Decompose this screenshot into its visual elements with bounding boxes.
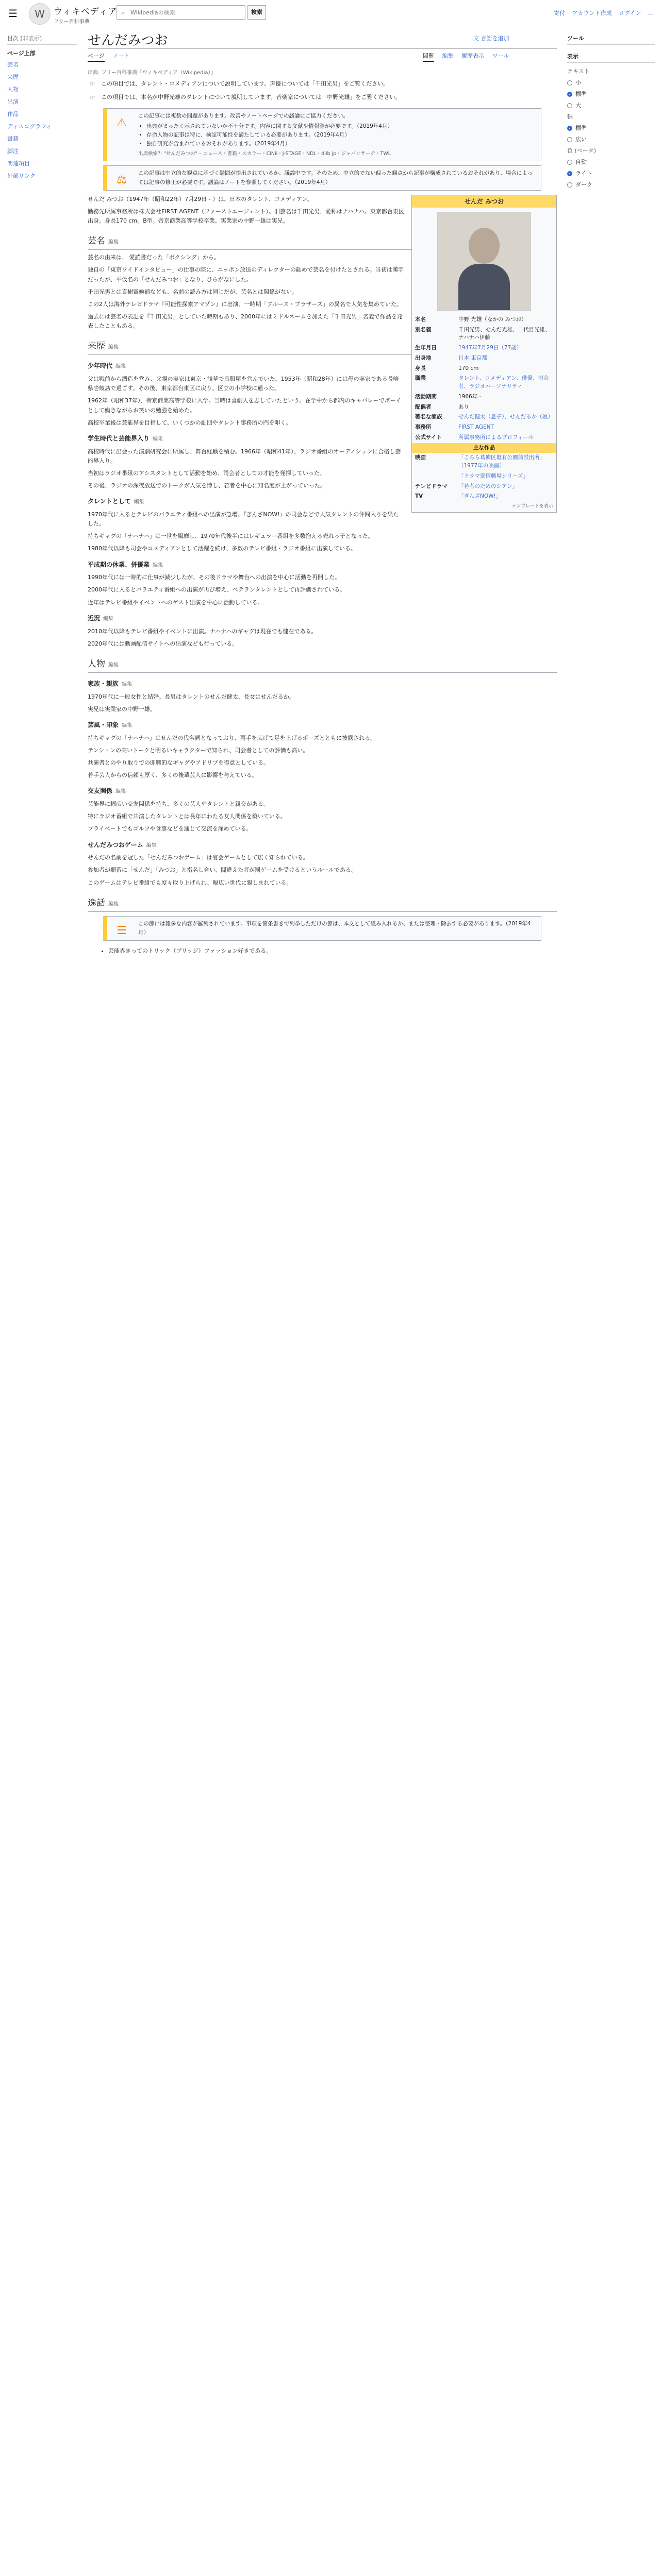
infobox-key: 活動期間 xyxy=(415,393,437,400)
section-paragraph: 芸能界に幅広い交友関係を持ち、多くの芸人やタレントと親交がある。 xyxy=(88,801,269,808)
section-paragraph: 芸名の由来は、 愛読書だった「ボクシング」から。 xyxy=(88,254,220,261)
infobox-row xyxy=(412,353,556,364)
portrait-photo[interactable] xyxy=(437,212,531,311)
issues-list xyxy=(138,122,536,149)
toc-sidebar xyxy=(7,34,77,184)
subsection-heading xyxy=(88,720,557,731)
edit-section-link[interactable]: 編集 xyxy=(122,681,133,687)
subsection-heading xyxy=(88,786,557,796)
infobox-row xyxy=(412,374,556,392)
infobox-row xyxy=(412,422,556,433)
appearance-heading: 表示 xyxy=(567,52,655,63)
infobox-key: TV xyxy=(415,493,423,500)
tools-heading[interactable]: ツール xyxy=(567,34,655,45)
infobox-row xyxy=(412,343,556,353)
section-heading xyxy=(88,657,557,673)
section-paragraph: 独自の「東京ワイドインタビュー」の仕事の際に、ニッポン放送のディレクターの勧めで芸名を付けたとされる。当初は漢字だったが、平仮名の「せんだみつお」となり、ひらがなにした。 xyxy=(88,266,404,283)
anecdote-list xyxy=(88,946,557,956)
radio-label: 標準 xyxy=(575,91,587,97)
infobox-value[interactable]: 日本 東京都 xyxy=(458,354,487,361)
radio-label: ライト xyxy=(575,170,592,177)
infobox xyxy=(411,195,557,513)
color-label: 色 (ベータ) xyxy=(567,147,597,154)
infobox-key: テレビドラマ xyxy=(415,483,448,489)
neutrality-text: この記事は中立的な観点に基づく疑問が提出されているか、議論中です。そのため、中立的でない偏った観点から記事が構成されているおそれがあり、場合によっては記事の修正が必要です。議論はノートを参照してください。（2019年4月） xyxy=(138,170,533,185)
site-header xyxy=(0,0,662,26)
toc-top[interactable]: ページ上部 xyxy=(7,50,36,57)
issues-lead: この記事には複数の問題があります。改善やノートページでの議論にご協力ください。 xyxy=(138,113,349,120)
hamburger-icon[interactable]: ☰ xyxy=(8,7,18,20)
create-account-link[interactable]: アカウント作成 xyxy=(572,10,612,16)
infobox-value[interactable]: 「ドラマ愛情劇場シリーズ」 xyxy=(458,472,528,479)
color-auto[interactable] xyxy=(567,158,655,166)
infobox-key: 公式サイト xyxy=(415,434,442,440)
infobox-row xyxy=(412,392,556,402)
subsection-title: 芸風・印象 xyxy=(88,721,119,728)
toc-item[interactable]: 関連項目 xyxy=(7,160,30,167)
namespace-tabs xyxy=(88,52,136,60)
radio-label: 小 xyxy=(575,79,581,86)
disambiguation-icon: ☞ xyxy=(90,80,95,88)
edit-section-link[interactable]: 編集 xyxy=(103,616,114,622)
issue-item: • 独自研究が含まれているおそれがあります。（2019年4月） xyxy=(146,140,536,148)
text-size-large[interactable] xyxy=(567,101,655,109)
section-paragraph: このゲームはテレビ番組でも度々取り上げられ、幅広い世代に親しまれている。 xyxy=(88,879,292,886)
section-paragraph: 若手芸人からの信頼も厚く、多くの後輩芸人に影響を与えている。 xyxy=(88,772,258,779)
infobox-row xyxy=(412,433,556,443)
toc-item[interactable]: 人物 xyxy=(7,86,19,93)
photo-head-shape xyxy=(469,228,500,264)
search-placeholder: Wikipediaの検索 xyxy=(130,9,175,16)
section-paragraph: 参加者が順番に「せんだ」「みつお」と指名し合い、間違えた者が罰ゲームを受けるというルールである。 xyxy=(88,867,357,874)
infobox-value: あり xyxy=(458,403,469,410)
infobox-value[interactable]: 所属事務所によるプロフィール xyxy=(458,434,534,440)
infobox-row xyxy=(412,402,556,413)
search-icon: ⌕ xyxy=(121,9,125,16)
section-paragraph: 2020年代には動画配信サイトへの出演なども行っている。 xyxy=(88,640,238,647)
search-input[interactable] xyxy=(117,5,245,20)
toc-item[interactable]: 脚注 xyxy=(7,148,19,155)
toc-item[interactable]: 書籍 xyxy=(7,135,19,142)
width-standard[interactable] xyxy=(567,124,655,132)
issue-item: • 存命人物の記事は特に、検証可能性を満たしている必要があります。（2019年4月） xyxy=(146,131,536,140)
infobox-value[interactable]: 「こちら葛飾区亀有公園前派出所」（1977年の映画） xyxy=(458,454,545,469)
infobox-key: 映画 xyxy=(415,454,426,461)
radio-icon xyxy=(567,160,572,165)
hatnote-text: この項目では、タレント・コメディアンについて説明しています。声優については「千田光男」をご覧ください。 xyxy=(101,80,389,87)
infobox-value: 千田光男、せんだ光雄、二代目光雄、ナハナハ伊藤 xyxy=(458,326,551,341)
infobox-key: 身長 xyxy=(415,365,426,371)
infobox-row xyxy=(412,482,556,492)
infobox-value[interactable]: 1947年7月29日（77歳） xyxy=(458,345,522,351)
wordmark[interactable] xyxy=(54,4,118,25)
infobox-value[interactable]: 「ぎんざNOW!」 xyxy=(458,493,502,500)
edit-section-link[interactable]: 編集 xyxy=(108,662,119,668)
infobox-value[interactable]: 「若者のためのシアン」 xyxy=(458,483,518,489)
list-icon: ☰ xyxy=(117,924,127,937)
login-link[interactable]: ログイン xyxy=(619,10,641,16)
edit-section-link[interactable]: 編集 xyxy=(115,789,126,795)
edit-section-link[interactable]: 編集 xyxy=(146,842,157,849)
infobox-value: 中野 光雄（なかの みつお） xyxy=(458,316,527,323)
infobox-value[interactable]: タレント、コメディアン、俳優、司会者、ラジオパーソナリティ xyxy=(458,375,549,390)
infobox-key: 出身地 xyxy=(415,354,432,361)
article-body xyxy=(88,77,557,962)
language-button[interactable]: 文 言語を追加 xyxy=(473,35,509,42)
tab-edit[interactable]: 編集 xyxy=(442,53,454,59)
subsection-title: 交友関係 xyxy=(88,787,113,795)
toc-item[interactable]: 外部リンク xyxy=(7,173,36,179)
subsection-title: 平成期の休業、併優業 xyxy=(88,561,150,568)
infobox-table xyxy=(412,315,556,502)
section-paragraph: 実兄は実業家の中野一雄。 xyxy=(88,705,156,713)
radio-label: ダーク xyxy=(575,181,592,188)
more-menu[interactable]: … xyxy=(648,10,654,16)
subsection-heading xyxy=(88,840,557,851)
infobox-row xyxy=(412,471,556,482)
neutrality-box xyxy=(103,165,541,191)
section-title: 来歴 xyxy=(88,341,105,352)
tab-read[interactable]: 閲覧 xyxy=(423,53,434,62)
section-paragraph: 当初はラジオ番組のアシスタントとして活動を始め、司会者としての才能を発揮していった。 xyxy=(88,469,325,477)
issues-box xyxy=(103,108,541,161)
tab-talk[interactable]: ノート xyxy=(112,53,129,59)
edit-section-link[interactable]: 編集 xyxy=(108,240,119,246)
trivia-text: この節には雑多な内容が羅列されています。事項を箇条書きで列挙しただけの節は、本文として組み入れるか、または整理・除去する必要があります。（2019年4月） xyxy=(138,920,531,936)
edit-section-link[interactable]: 編集 xyxy=(153,562,163,568)
section-paragraph: 1970年代に入るとテレビのバラエティ番組への出演が急増。『ぎんざNOW!』の司会などで人気タレントの仲間入りを果たした。 xyxy=(88,511,399,528)
text-size-standard[interactable] xyxy=(567,90,655,98)
wikipedia-globe-icon[interactable]: W xyxy=(29,3,51,25)
section-paragraph: プライベートでもゴルフや食事などを通じて交流を深めている。 xyxy=(88,825,252,833)
radio-label: 自動 xyxy=(575,159,587,165)
appearance-sidebar xyxy=(567,34,655,192)
section-paragraph: せんだの名前を冠した「せんだみつおゲーム」は宴会ゲームとして広く知られている。 xyxy=(88,854,309,861)
edit-section-link[interactable]: 編集 xyxy=(134,499,144,505)
issue-item: • 出典がまったく示されていないか不十分です。内容に関する文献や情報源が必要です。（2019年4月） xyxy=(146,122,536,131)
text-size-small[interactable] xyxy=(567,78,655,87)
infobox-row xyxy=(412,412,556,422)
section-paragraph: 特にラジオ番組で共演したタレントとは長年にわたる友人関係を築いている。 xyxy=(88,813,286,820)
trivia-box xyxy=(103,916,541,941)
infobox-row xyxy=(412,315,556,325)
toc-item[interactable]: ディスコグラフィ xyxy=(7,123,52,130)
subsection-title: せんだみつおゲーム xyxy=(88,841,143,849)
section-paragraph: 1970年代に一般女性と結婚。長男はタレントのせんだ健太、長女はせんだるか。 xyxy=(88,693,295,700)
infobox-key: 著名な家族 xyxy=(415,414,442,420)
subsection-title: 家族・親族 xyxy=(88,680,119,687)
site-sub: 出典: フリー百科事典『ウィキペディア（Wikipedia）』 xyxy=(88,70,216,76)
subsection-title: 少年時代 xyxy=(88,362,113,370)
edit-section-link[interactable]: 編集 xyxy=(153,436,163,442)
hatnote xyxy=(88,91,557,104)
infobox-key: 配偶者 xyxy=(415,403,432,410)
radio-selected-icon xyxy=(567,92,572,97)
subsection-heading xyxy=(88,679,557,689)
section-title: 逸話 xyxy=(88,897,105,908)
infobox-section xyxy=(412,443,556,453)
radio-icon xyxy=(567,80,572,86)
section-paragraph: 持ちギャグの「ナハナハ」はせんだの代名詞となっており、両手を広げて足を上げるポーズとともに披露される。 xyxy=(88,734,376,741)
tab-history[interactable]: 履歴表示 xyxy=(461,53,484,59)
section-heading xyxy=(88,896,557,912)
toc-item[interactable]: 芸名 xyxy=(7,61,19,68)
section-paragraph: 過去には芸名の表記を『千田光男』としていた時期もあり、2000年にはミドルネームを加えた「千田光男」名義で作品を発表したこともある。 xyxy=(88,313,403,330)
tab-tools[interactable]: ツール xyxy=(492,53,509,59)
section-paragraph: 1980年代以降も司会やコメディアンとして活躍を続け、多数のテレビ番組・ラジオ番組に出演している。 xyxy=(88,545,357,552)
subsection-title: 学生時代と芸能界入り xyxy=(88,434,150,442)
donate-link[interactable]: 寄付 xyxy=(554,10,566,16)
section-paragraph: 2000年代に入るとバラエティ番組への出演が再び増え、ベテランタレントとして再評価されている。 xyxy=(88,586,346,594)
infobox-row xyxy=(412,325,556,344)
infobox-value[interactable]: せんだ健太（息子）、せんだるか（娘） xyxy=(458,414,553,420)
section-title: 人物 xyxy=(88,658,105,669)
section-paragraph: テンションの高いトークと明るいキャラクターで知られ、司会者としての評価も高い。 xyxy=(88,747,309,754)
edit-section-link[interactable]: 編集 xyxy=(108,345,119,351)
radio-icon xyxy=(567,182,572,188)
section-paragraph: その後、ラジオの深夜放送でのトークが人気を博し、若者を中心に知名度が上がっていった。 xyxy=(88,482,326,489)
disambiguation-icon: ☞ xyxy=(90,94,95,101)
infobox-row xyxy=(412,492,556,502)
infobox-key: 職業 xyxy=(415,375,426,382)
section-paragraph: 1962年（昭和37年）、帝京商業高等学校に入学。当時は喜劇人を志していたという。在学中から都内のキャバレーでボーイとして働きながらお笑いの勉強を始めた。 xyxy=(88,397,402,414)
toc-item[interactable]: 作品 xyxy=(7,111,19,117)
subsection-heading xyxy=(88,614,557,624)
source-search-links[interactable]: 出典検索?: "せんだみつお" – ニュース・書籍・スカラー・CiNii・J-STAGE・NDL・dlib.jp・ジャパンサーチ・TWL xyxy=(138,150,391,157)
page-title: せんだみつお xyxy=(88,33,168,48)
section-paragraph: 高校卒業後は芸能界を目指して、いくつかの劇団やタレント事務所の門を叩く。 xyxy=(88,419,292,426)
user-links xyxy=(549,9,654,17)
title-divider xyxy=(88,48,557,49)
section-paragraph: 共演者とのやり取りでの即興的なギャグやアドリブを得意としている。 xyxy=(88,759,269,767)
width-label: 幅 xyxy=(567,113,573,120)
section-paragraph: 2010年代以降もテレビ番組やイベントに出演。ナハナハのギャグは現在でも健在である。 xyxy=(88,628,317,635)
infobox-value: 170 cm xyxy=(458,365,479,371)
text-size-label: テキスト xyxy=(567,68,590,75)
section-paragraph: 近年はテレビ番組やイベントへのゲスト出演を中心に活動している。 xyxy=(88,599,263,606)
infobox-title: せんだ みつお xyxy=(412,195,556,208)
radio-selected-icon xyxy=(567,126,572,131)
section-paragraph: 父は戦前から酒造を営み、父親の実家は東京・浅草で呉服屋を営んでいた。1953年（昭和28年）には母の実家である長崎県壱岐島で過ごす。その後、東京都台東区に戻り、区立の小学校に通った。 xyxy=(88,376,399,392)
infobox-row xyxy=(412,453,556,471)
edit-section-link[interactable]: 編集 xyxy=(108,901,119,907)
template-link[interactable]: テンプレートを表示 xyxy=(511,504,553,510)
toc-item[interactable]: 出演 xyxy=(7,98,19,105)
tab-page[interactable]: ページ xyxy=(88,53,105,62)
radio-label: 広い xyxy=(575,136,587,143)
infobox-key: 事務所 xyxy=(415,424,432,431)
width-wide[interactable] xyxy=(567,135,655,143)
infobox-key: 生年月日 xyxy=(415,345,437,351)
section-paragraph: 高校時代に出会った演劇研究会に所属し、舞台経験を積む。1966年（昭和41年）、ラジオ番組のオーディションに合格し芸能界入り。 xyxy=(88,448,401,464)
warning-icon: ⚠ xyxy=(117,116,127,130)
infobox-row xyxy=(412,364,556,374)
infobox-value: 1966年 - xyxy=(458,393,482,400)
view-tabs xyxy=(423,52,515,60)
anecdote-item: • 芸能界きってのトリック（ブリッジ）ファッション好きである。 xyxy=(108,946,557,956)
radio-icon xyxy=(567,103,572,108)
section-title: 芸名 xyxy=(88,236,105,247)
section-paragraph: 千田光男とは直樹賞候補なども、名前の読み方は同じだが、芸名とは関係がない。 xyxy=(88,288,297,295)
photo-body-shape xyxy=(458,264,510,310)
hatnote xyxy=(88,77,557,91)
radio-label: 大 xyxy=(575,102,581,109)
radio-selected-icon xyxy=(567,171,572,176)
subsection-title: 近況 xyxy=(88,614,101,622)
subsection-heading xyxy=(88,560,557,570)
infobox-section-title: 主な作品 xyxy=(412,443,556,453)
subsection-title: タレントとして xyxy=(88,498,131,505)
toc-item[interactable]: 来歴 xyxy=(7,74,19,80)
hatnote-text: この項目では、本名が中野光雄のタレントについて説明しています。音楽家については「中野光雄」をご覧ください。 xyxy=(101,94,401,101)
color-dark[interactable] xyxy=(567,180,655,189)
infobox-value[interactable]: FIRST AGENT xyxy=(458,424,494,431)
search-button[interactable]: 検索 xyxy=(247,5,266,20)
wordmark-tagline: フリー百科事典 xyxy=(54,19,90,25)
radio-icon xyxy=(567,137,572,142)
edit-section-link[interactable]: 編集 xyxy=(115,364,126,370)
infobox-key: 本名 xyxy=(415,316,426,323)
infobox-key: 別名義 xyxy=(415,326,432,333)
radio-label: 標準 xyxy=(575,125,587,131)
scales-icon: ⚖ xyxy=(117,174,127,187)
intro-paragraph: 勤務先所属事務所は株式会社FIRST AGENT（ファーストエージェント）。旧芸名は千田光男、愛称はナハナハ。東京都台東区出身。身長170 cm。B型。帝京商業高等学校卒業。実業家の中野一雄は実兄。 xyxy=(88,208,404,225)
color-light[interactable] xyxy=(567,169,655,177)
section-paragraph: 持ちギャグの「ナハナハ」は一世を風靡し、1970年代後半にはレギュラー番組を多数抱える売れっ子となった。 xyxy=(88,533,374,540)
edit-section-link[interactable]: 編集 xyxy=(122,722,133,728)
section-paragraph: 1990年代には一時的に仕事が減少したが、その後ドラマや舞台への出演を中心に活動を再開した。 xyxy=(88,574,340,581)
section-paragraph: この2人は海外テレビドラマ『可能性探索アマゾン』に出演、一時期「ブルース・ブラザーズ」の異名で人気を集めていた。 xyxy=(88,300,402,308)
toc-heading[interactable]: 目次 [非表示] xyxy=(7,34,77,45)
intro-paragraph: せんだ みつお（1947年（昭和22年）7月29日 - ）は、日本のタレント、コメディアン。 xyxy=(88,195,313,202)
infobox-key xyxy=(412,471,455,482)
wordmark-title: ウィキペディア xyxy=(54,7,118,17)
